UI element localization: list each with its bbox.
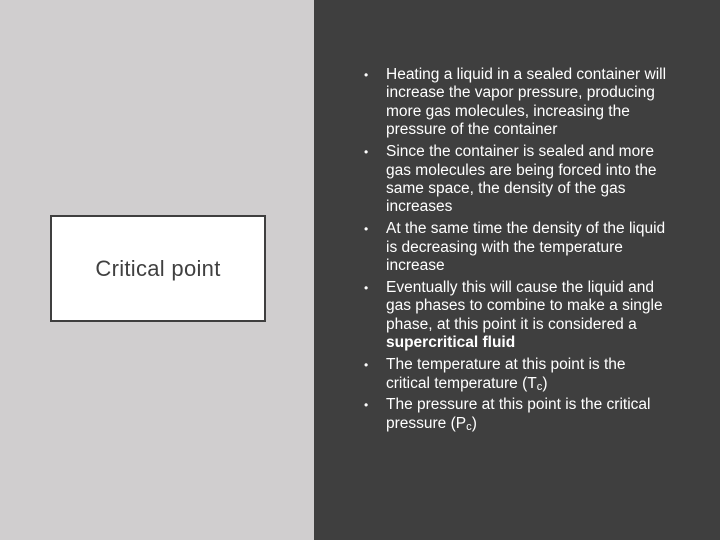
bullet-dot-icon: • xyxy=(364,398,369,413)
slide-title: Critical point xyxy=(95,255,221,281)
left-panel xyxy=(0,0,314,540)
bullet-text: Eventually this will cause the liquid and gas phases to combine to make a single phase, at this point it is considered a xyxy=(386,278,663,333)
list-item xyxy=(360,66,670,140)
bullet-dot-icon: • xyxy=(364,145,369,160)
bullet-text: Since the container is sealed and more gas molecules are being forced into the same space, the density of the gas increases xyxy=(386,143,657,216)
bullet-dot-icon: • xyxy=(364,68,369,82)
bullet-text: Heating a liquid in a sealed container will increase the vapor pressure, producing more gas molecules, increasing the pressure of the container xyxy=(386,66,667,139)
bullet-dot-icon: • xyxy=(364,280,369,295)
subscript: c xyxy=(466,421,472,434)
list-item xyxy=(360,396,670,433)
bullet-list xyxy=(360,66,670,437)
bullet-text: The temperature at this point is the critical temperature (T xyxy=(386,356,626,392)
bold-term: supercritical fluid xyxy=(386,334,516,352)
bullet-text-after: ) xyxy=(471,414,477,432)
bullet-text: At the same time the density of the liquid is decreasing with the temperature increase xyxy=(386,220,666,275)
bullet-dot-icon: • xyxy=(364,222,369,237)
bullet-text: The pressure at this point is the critical pressure (P xyxy=(386,396,651,432)
bullet-dot-icon: • xyxy=(364,358,369,373)
list-item xyxy=(360,143,670,217)
list-item xyxy=(360,279,670,353)
title-box xyxy=(50,215,266,322)
bullet-text-after: ) xyxy=(542,374,548,392)
list-item xyxy=(360,356,670,393)
list-item xyxy=(360,220,670,275)
subscript: c xyxy=(536,380,543,393)
